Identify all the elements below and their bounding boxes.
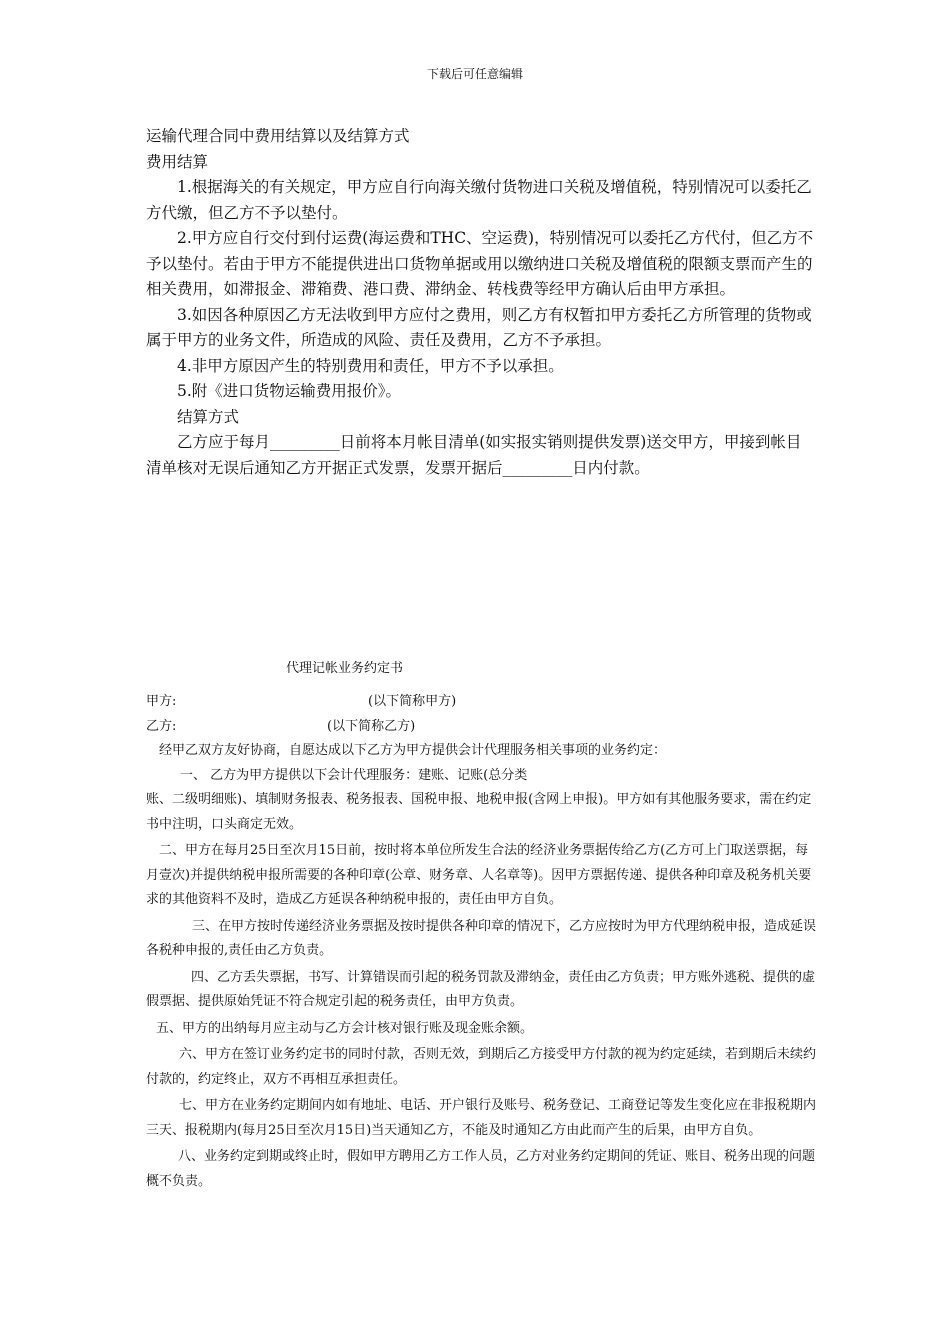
item-6: 六、甲方在签订业务约定书的同时付款，否则无效，到期后乙方接受甲方付款的视为约定延续，若到期后未续约付款的，约定终止，双方不再相互承担责任。 (146, 1047, 817, 1087)
item-5: 五、甲方的出纳每月应主动与乙方会计核对银行账及现金账余额。 (156, 1020, 534, 1036)
clause-5: 5.附《进口货物运输费用报价》。 (177, 382, 402, 400)
party-a-note: (以下简称甲方) (368, 694, 457, 709)
party-a-line (146, 690, 818, 715)
party-b-note: (以下简称乙方) (327, 718, 416, 734)
party-b-line (146, 715, 818, 740)
bookkeeping-agreement (146, 690, 818, 1194)
agreement-intro: 经甲乙双方友好协商，自愿达成以下乙方为甲方提供会计代理服务相关事项的业务约定： (159, 743, 667, 758)
clause-2: 2.甲方应自行交付到付运费(海运费和THC、空运费)，特别情况可以委托乙方代付，但乙方不予以垫付。若由于甲方不能提供进出口货物单据或用以缴纳进口关税及增值税的限额支票而产生的相关费用，如滞报金、滞箱费、港口费、滞纳金、转栈费等经甲方确认后由甲方承担。 (146, 229, 814, 298)
item-8: 八、业务约定到期或终止时，假如甲方聘用乙方工作人员，乙方对业务约定期间的凭证、账目、税务出现的问题概不负责。 (146, 1149, 816, 1189)
clause-3: 3.如因各种原因乙方无法收到甲方应付之费用，则乙方有权暂扣甲方委托乙方所管理的货物或属于甲方的业务文件，所造成的风险、责任及费用，乙方不予承担。 (146, 305, 812, 349)
clause-1: 1.根据海关的有关规定，甲方应自行向海关缴付货物进口关税及增值税，特别情况可以委托乙方代缴，但乙方不予以垫付。 (146, 178, 812, 222)
clause-4: 4.非甲方原因产生的特别费用和责任，甲方不予以承担。 (177, 356, 564, 375)
header-note: 下载后可任意编辑 (426, 67, 523, 81)
document-title: 运输代理合同中费用结算以及结算方式 (146, 127, 410, 145)
item-1-rest: 账、二级明细账)、填制财务报表、税务报表、国税申报、地税申报(含网上申报)。甲方如有其他服务要求，需在约定书中注明，口头商定无效。 (146, 792, 812, 832)
item-3: 三、在甲方按时传递经济业务票据及按时提供各种印章的情况下，乙方应按时为甲方代理纳税申报，造成延误各税种申报的,责任由乙方负责。 (146, 918, 817, 958)
section-heading-settlement-method: 结算方式 (177, 407, 240, 426)
item-1-line-1: 一、 乙方为甲方提供以下会计代理服务：建账、记账(总分类 (180, 767, 528, 783)
agreement-title: 代理记帐业务约定书 (286, 661, 404, 676)
party-b-label: 乙方: (146, 718, 177, 734)
item-7: 七、甲方在业务约定期间内如有地址、电话、开户银行及账号、税务登记、工商登记等发生变化应在非报税期内三天、报税期内(每月25日至次月15日)当天通知乙方，不能及时通知乙方由此而产生的后果，由甲方自负。 (146, 1098, 817, 1138)
contract-document (146, 124, 816, 481)
item-4: 四、乙方丢失票据，书写、计算错误而引起的税务罚款及滞纳金，责任由乙方负责；甲方账外逃税、提供的虚假票据、提供原始凭证不符合规定引起的税务责任，由甲方负责。 (146, 969, 816, 1009)
section-heading-fee-settlement: 费用结算 (146, 152, 209, 171)
settlement-clause: 乙方应于每月_________日前将本月帐目清单(如实报实销则提供发票)送交甲方，甲接到帐目清单核对无误后通知乙方开据正式发票，发票开据后_________日内付款。 (146, 433, 802, 477)
party-a-label: 甲方: (146, 694, 177, 709)
item-2: 二、甲方在每月25日至次月15日前，按时将本单位所发生合法的经济业务票据传给乙方(乙方可上门取送票据，每月壹次)并提供纳税申报所需要的各种印章(公章、财务章、人名章等)。因甲方票据传递、提供各种印章及税务机关要求的其他资料不及时，造成乙方延误各种纳税申报的，责任由甲方自负。 (146, 843, 812, 907)
